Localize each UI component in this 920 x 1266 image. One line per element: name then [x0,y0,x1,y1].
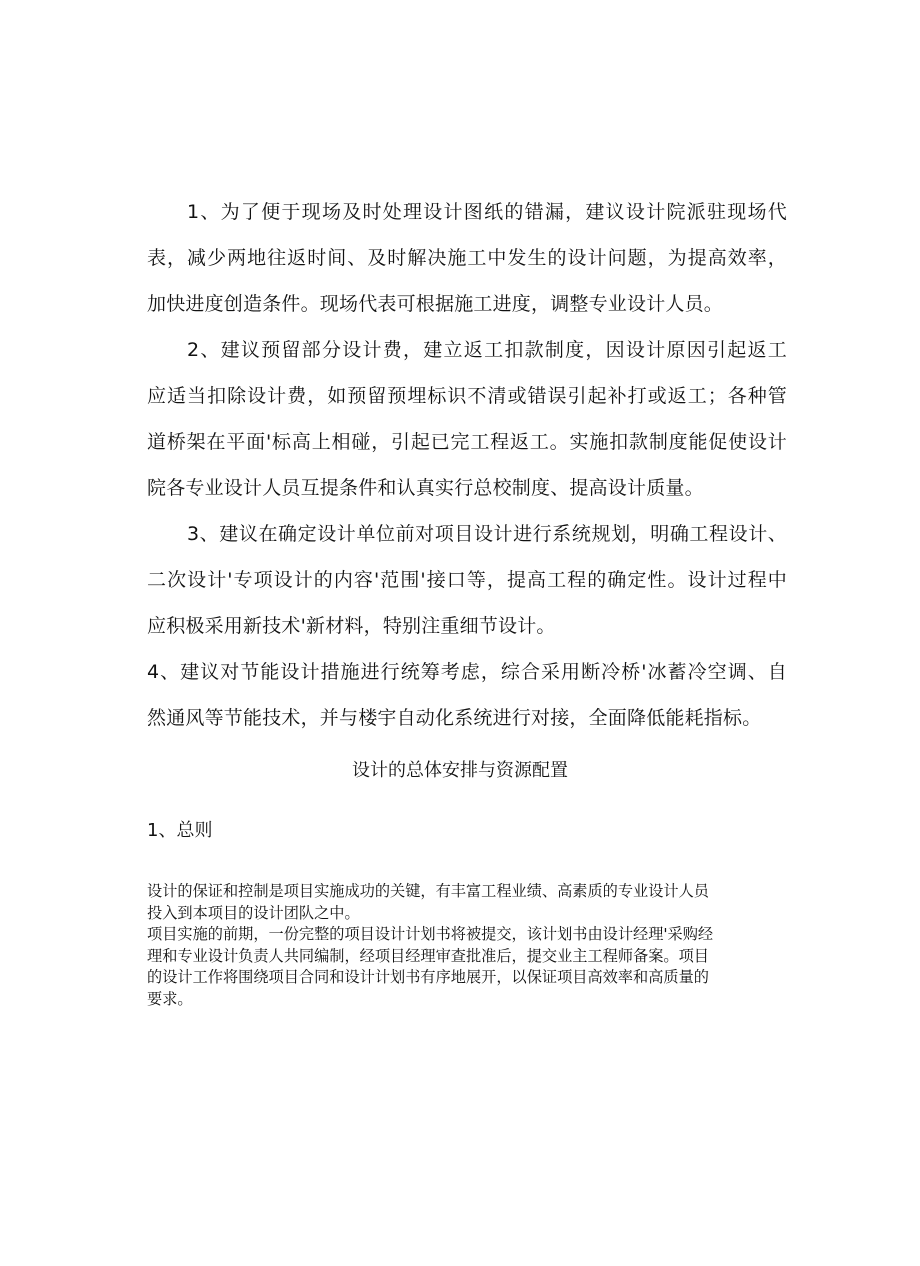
body-line: 的设计工作将围绕项目合同和设计计划书有序地展开，以保证项目高效率和高质量的 [147,968,709,986]
paragraph-1-line-1: 1、为了便于现场及时处理设计图纸的错漏，建议设计院派驻现场代 [187,201,787,223]
general-principles-body [147,881,777,1010]
paragraph-3-line-2: 二次设计'专项设计的内容'范围'接口等，提高工程的确定性。设计过程中 [147,569,787,591]
paragraph-3-line-3: 应积极采用新技术'新材料，特别注重细节设计。 [147,615,556,637]
body-line: 理和专业设计负责人共同编制，经项目经理审查批准后，提交业主工程师备案。项目 [147,946,709,965]
body-line: 要求。 [147,989,193,1008]
paragraph-2-line-3: 道桥架在平面'标高上相碰，引起已完工程返工。实施扣款制度能促使设计 [147,431,787,453]
paragraph-2-line-2: 应适当扣除设计费，如预留预埋标识不清或错误引起补打或返工；各种管 [147,385,787,407]
paragraph-2-line-4: 院各专业设计人员互提条件和认真实行总校制度、提高设计质量。 [147,477,704,499]
section-title: 设计的总体安排与资源配置 [352,760,568,781]
body-line: 设计的保证和控制是项目实施成功的关键，有丰富工程业绩、高素质的专业设计人员 [147,882,709,900]
paragraph-1-line-2: 表，减少两地往返时间、及时解决施工中发生的设计问题，为提高效率， [147,247,787,269]
paragraph-1-line-3: 加快进度创造条件。现场代表可根据施工进度，调整专业设计人员。 [147,293,724,315]
body-line: 投入到本项目的设计团队之中。 [147,903,360,922]
paragraph-3-line-1: 3、建议在确定设计单位前对项目设计进行系统规划，明确工程设计、 [187,523,787,545]
subsection-title: 1、总则 [147,820,213,841]
recommendations-block [147,189,787,741]
body-line: 项目实施的前期，一份完整的项目设计计划书将被提交，该计划书由设计经理'采购经 [147,925,714,943]
paragraph-2-line-1: 2、建议预留部分设计费，建立返工扣款制度，因设计原因引起返工 [187,339,787,361]
paragraph-4-line-1: 4、建议对节能设计措施进行统筹考虑，综合采用断冷桥'冰蓄冷空调、自 [147,661,787,683]
paragraph-4-line-2: 然通风等节能技术，并与楼宇自动化系统进行对接，全面降低能耗指标。 [147,707,762,729]
